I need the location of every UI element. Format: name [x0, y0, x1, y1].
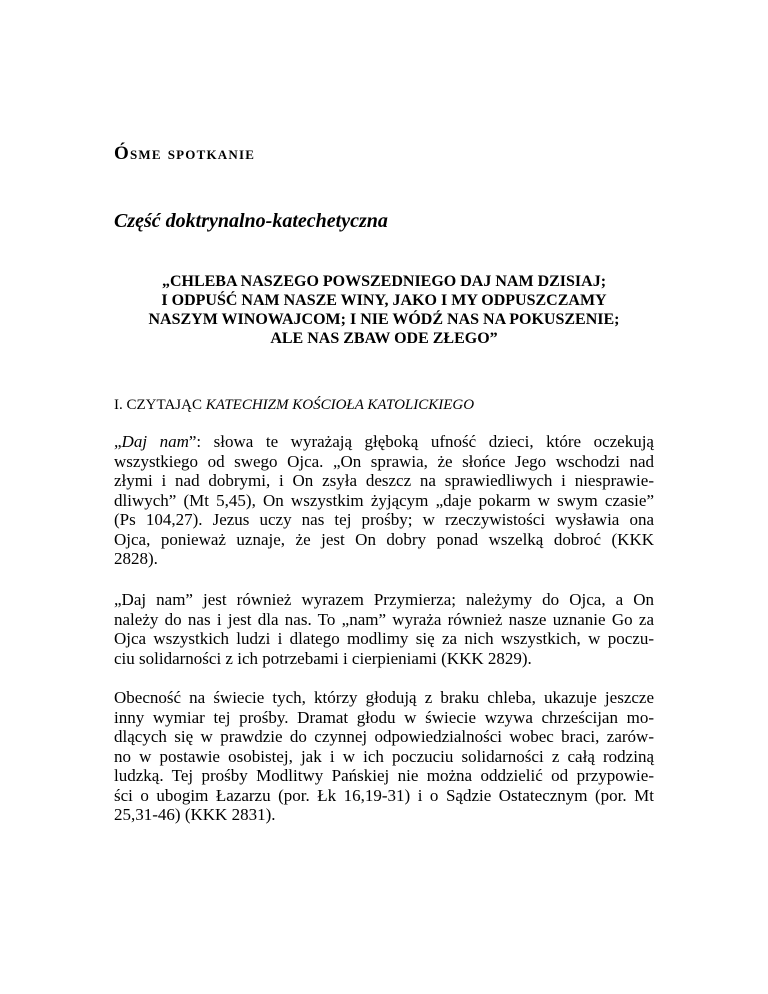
emphasis-text: Daj nam — [121, 432, 189, 451]
paragraph-line: „Daj nam”: słowa te wyrażają głęboką ufność dzieci, które oczekują — [114, 432, 654, 451]
paragraph-line: (Ps 104,27). Jezus uczy nas tej prośby; w rzeczywistości wysławia ona — [114, 510, 654, 529]
heading-line: „CHLEBA NASZEGO POWSZEDNIEGO DAJ NAM DZISIAJ; — [161, 273, 607, 290]
paragraph-line: no w postawie osobistej, jak i w ich poczuciu solidarności z całą rodziną — [114, 746, 654, 766]
prayer-heading — [100, 272, 668, 348]
paragraph-line: wszystkiego od swego Ojca. „On sprawia, że słońce Jego wschodzi nad — [114, 451, 654, 471]
paragraph-3 — [114, 688, 654, 825]
section-heading-title: KATECHIZM KOŚCIOŁA KATOLICKIEGO — [205, 397, 475, 413]
paragraph-line: należy do nas i jest dla nas. To „nam” wyraża również nasze uznanie Go za — [114, 609, 654, 629]
paragraph-1 — [114, 432, 654, 569]
heading-line: NASZYM WINOWAJCOM; I NIE WÓDŹ NAS NA POKUSZENIE; — [148, 311, 620, 328]
section-heading-prefix: I. CZYTAJĄC — [114, 397, 206, 413]
paragraph-line: 25,31-46) (KKK 2831). — [114, 805, 276, 824]
paragraph-line: Obecność na świecie tych, którzy głodują z braku chleba, ukazuje jeszcze — [114, 688, 654, 707]
paragraph-line: ciu solidarności z ich potrzebami i cierpieniami (KKK 2829). — [114, 648, 532, 668]
paragraph-line: złymi i nad dobrymi, i On zsyła deszcz na sprawiedliwych i niesprawie- — [114, 471, 654, 490]
paragraph-line: Ojca, ponieważ uznaje, że jest On dobry ponad wszelką dobroć (KKK — [114, 529, 654, 549]
paragraph-line: 2828). — [114, 549, 158, 568]
section-subtitle: Część doktrynalno-katechetyczna — [114, 210, 388, 232]
heading-line: I ODPUŚĆ NAM NASZE WINY, JAKO I MY ODPUSZCZAMY — [161, 292, 607, 309]
paragraph-line: ści o ubogim Łazarzu (por. Łk 16,19-31) i o Sądzie Ostatecznym (por. Mt — [114, 785, 654, 805]
heading-line: ALE NAS ZBAW ODE ZŁEGO” — [270, 330, 498, 347]
paragraph-line: „Daj nam” jest również wyrazem Przymierza; należymy do Ojca, a On — [114, 590, 654, 609]
paragraph-line: dlących się w prawdzie do czynnej odpowiedzialności wobec braci, zarów- — [114, 727, 654, 746]
paragraph-line: Ojca wszystkich ludzi i dlatego modlimy się za nich wszystkich, w poczu- — [114, 629, 654, 648]
section-heading — [114, 397, 474, 414]
paragraph-2 — [114, 590, 654, 668]
chapter-title: Ósme spotkanie — [114, 143, 256, 164]
paragraph-line: dliwych” (Mt 5,45), On wszystkim żyjącym „daje pokarm w swym czasie” — [114, 490, 654, 510]
paragraph-line: inny wymiar tej prośby. Dramat głodu w świecie wzywa chrześcijan mo- — [114, 707, 654, 727]
paragraph-line: ludzką. Tej prośby Modlitwy Pańskiej nie można oddzielić od przypowie- — [114, 766, 654, 785]
